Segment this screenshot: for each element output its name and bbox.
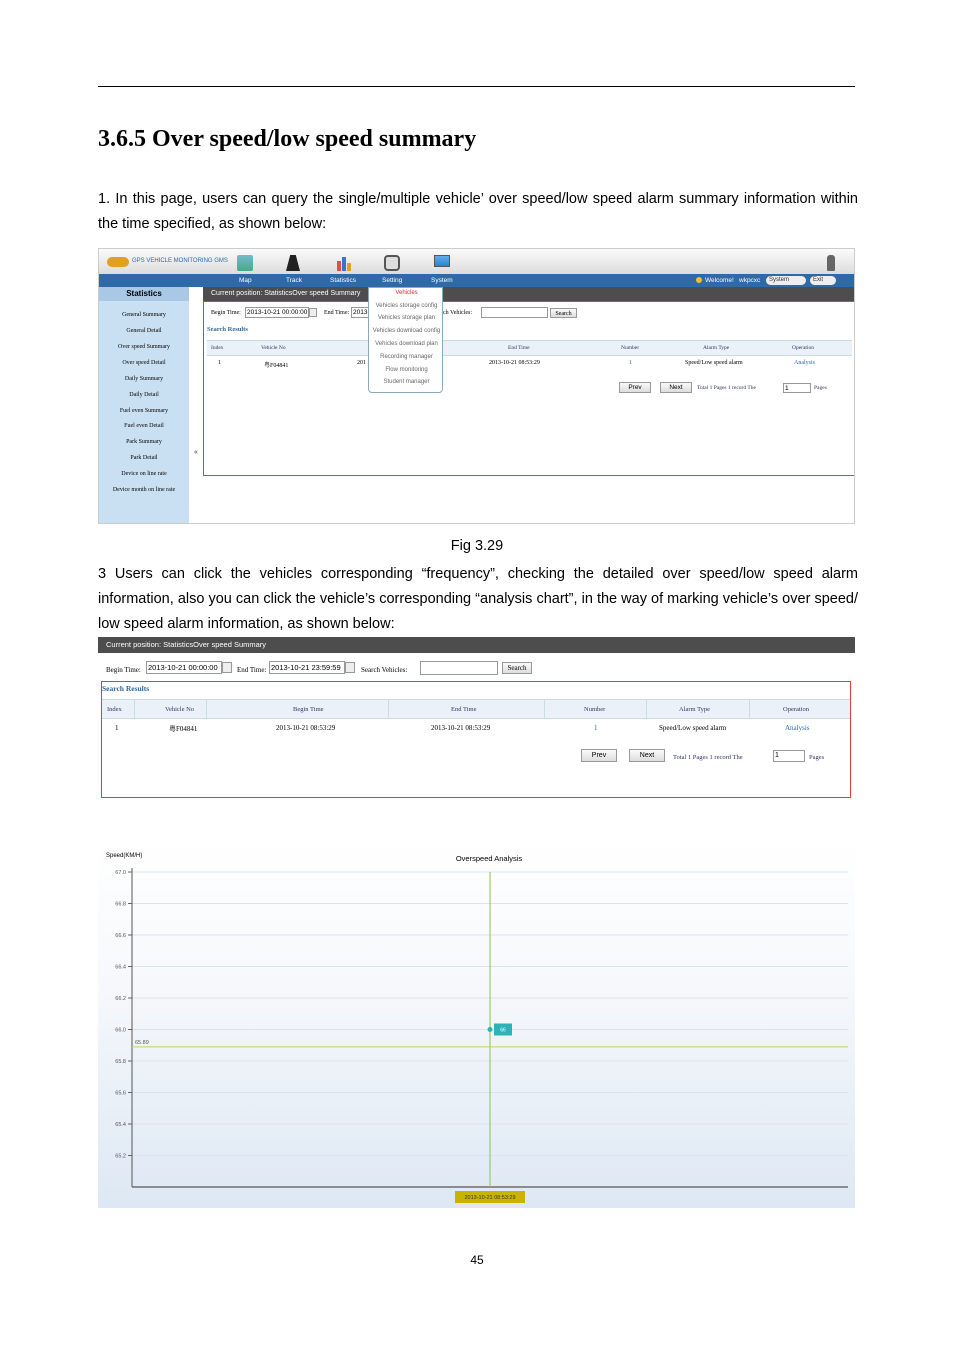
- cell-analysis-link[interactable]: Analysis: [794, 360, 815, 366]
- menu-item-vehicles[interactable]: Vehicles: [395, 290, 418, 296]
- breadcrumb: Current position: StatisticsOver speed Summary: [98, 637, 855, 653]
- search-vehicles-input[interactable]: [420, 661, 498, 675]
- results-panel: [203, 301, 855, 476]
- user-icon: [696, 277, 702, 283]
- pages-label: Pages: [809, 754, 825, 761]
- figure-caption: Fig 3.29: [450, 538, 504, 554]
- begin-time-label: Begin Time:: [211, 310, 241, 316]
- cell-number-link[interactable]: 1: [629, 360, 632, 366]
- y-tick-label: 66.4: [115, 964, 126, 971]
- begin-time-input[interactable]: 2013-10-21 00:00:00: [247, 309, 308, 316]
- data-label: 66: [500, 1027, 506, 1034]
- sidebar-item-over-speed-detail[interactable]: Over speed Detail: [122, 360, 166, 366]
- data-point: [488, 1027, 493, 1032]
- paragraph-3: 3 Users can click the vehicles corresponding “frequency”, checking the detailed over speed/low speed alarm information, also you can click the vehicle’s corresponding “analysis chart”, in the way of marking vehicle’s over speed/ low speed alarm information, as shown below:: [98, 566, 858, 632]
- breadcrumb: Current position: StatisticsOver speed Summary: [203, 287, 855, 301]
- col-number: Number: [584, 706, 606, 713]
- col-alarm-type: Alarm Type: [703, 345, 730, 351]
- search-vehicles-input[interactable]: [481, 307, 548, 318]
- col-vehicle-no: Vehicle No: [261, 345, 286, 351]
- chart-title: Overspeed Analysis: [455, 854, 523, 863]
- section-title: 3.6.5 Over speed/low speed summary: [98, 126, 477, 152]
- cell-alarm-type: Speed/Low speed alarm: [659, 724, 727, 732]
- nav-system[interactable]: System: [431, 277, 453, 284]
- pager-text: Total 1 Pages 1 record The: [697, 385, 756, 391]
- paragraph-1: 1. In this page, users can query the single/multiple vehicle’ over speed/low speed alarm summary information within the time specified, as shown below:: [98, 191, 858, 232]
- menu-item-download-config[interactable]: Vehicles download config: [372, 328, 441, 334]
- cell-index: 1: [218, 360, 221, 366]
- search-button[interactable]: Search: [502, 662, 532, 674]
- car-logo-icon: [107, 257, 129, 267]
- col-alarm-type: Alarm Type: [679, 706, 711, 713]
- cell-analysis-link[interactable]: Analysis: [785, 724, 810, 732]
- nav-track[interactable]: Track: [286, 277, 303, 284]
- menu-item-download-plan[interactable]: Vehicles download plan: [375, 341, 438, 347]
- map-icon[interactable]: [237, 255, 253, 271]
- sidebar-item-month-online-rate[interactable]: Device month on line rate: [112, 487, 176, 493]
- nav-setting[interactable]: Setting: [382, 277, 403, 284]
- main-nav: [99, 274, 855, 287]
- setting-icon[interactable]: [384, 255, 400, 271]
- pages-label: Pages: [814, 385, 827, 391]
- col-operation: Operation: [792, 345, 814, 351]
- sidebar-item-park-detail[interactable]: Park Detail: [130, 455, 158, 461]
- screenshot-statistics-page: [98, 248, 855, 524]
- search-button[interactable]: Search: [550, 308, 577, 318]
- reference-line-label: 65.89: [135, 1039, 149, 1046]
- menu-item-flow-monitoring[interactable]: Flow monitoring: [385, 367, 428, 373]
- y-tick-label: 65.6: [115, 1090, 126, 1097]
- device-icon: [827, 255, 835, 271]
- brand-name: GPS VEHICLE MONITORING GMS: [132, 258, 228, 264]
- statistics-icon[interactable]: [336, 255, 352, 271]
- cell-end-time: 2013-10-21 08:53:29: [489, 360, 540, 366]
- col-end-time: End Time: [508, 345, 530, 351]
- col-number: Number: [621, 345, 640, 351]
- page-input[interactable]: 1: [783, 383, 811, 393]
- sidebar-item-park-summary[interactable]: Park Summary: [126, 439, 162, 445]
- calendar-icon[interactable]: [309, 308, 317, 317]
- col-index: Index: [107, 706, 122, 713]
- prev-button[interactable]: Prev: [619, 382, 651, 393]
- cell-vehicle-no: 粤F04841: [264, 363, 289, 369]
- search-vehicles-label: ch Vehicles:: [443, 310, 473, 316]
- exit-button[interactable]: [810, 276, 836, 285]
- cell-vehicle-no: 粤F04841: [169, 725, 198, 733]
- end-time-label: End Time:: [324, 310, 350, 316]
- sidebar-item-general-detail[interactable]: General Detail: [126, 328, 162, 334]
- collapse-sidebar-icon[interactable]: «: [194, 449, 198, 456]
- system-button[interactable]: [766, 276, 806, 285]
- overspeed-analysis-chart: [98, 842, 855, 1208]
- begin-time-label: Begin Time:: [106, 666, 141, 674]
- search-vehicles-label: Search Vehicles:: [361, 666, 408, 674]
- welcome-text: Welcome!: [705, 277, 734, 284]
- username: wkpcxc: [739, 277, 761, 284]
- screenshot-over-speed-summary: [98, 637, 855, 800]
- menu-item-student-manager[interactable]: Student manager: [383, 379, 430, 385]
- end-time-input[interactable]: 2013-10-21 23:59:59: [269, 661, 345, 674]
- x-marker-label: 2013-10-21 08:53:29: [464, 1195, 516, 1201]
- track-icon[interactable]: [286, 255, 300, 271]
- y-tick-label: 65.8: [115, 1059, 126, 1065]
- nav-statistics[interactable]: Statistics: [330, 277, 357, 284]
- end-time-label: End Time:: [237, 666, 267, 674]
- cell-begin-time: 201: [357, 360, 366, 366]
- cell-number-link[interactable]: 1: [594, 724, 598, 732]
- app-header: [99, 249, 855, 274]
- sidebar-title: Statistics: [99, 287, 189, 301]
- sidebar-item-general-summary[interactable]: General Summary: [122, 312, 166, 318]
- next-button[interactable]: Next: [660, 382, 692, 393]
- cell-index: 1: [115, 724, 119, 732]
- search-results-label: Search Results: [207, 326, 248, 333]
- y-tick-label: 66.8: [115, 901, 126, 908]
- sidebar-item-over-speed-summary[interactable]: Over speed Summary: [118, 344, 170, 350]
- end-time-input[interactable]: 2013: [353, 309, 368, 316]
- col-begin-time: Begin Time: [293, 706, 324, 713]
- setting-dropdown-menu: [368, 287, 443, 393]
- col-vehicle-no: Vehicle No: [165, 706, 195, 713]
- sidebar-item-daily-summary[interactable]: Daily Summary: [124, 376, 164, 382]
- nav-map[interactable]: Map: [239, 277, 252, 284]
- y-tick-label: 66.0: [115, 1027, 126, 1034]
- page-number: 45: [470, 1253, 484, 1267]
- y-tick-label: 66.6: [115, 933, 126, 939]
- cell-end-time: 2013-10-21 08:53:29: [431, 724, 491, 732]
- y-tick-label: 65.4: [115, 1122, 126, 1128]
- search-results-label: Search Results: [102, 684, 150, 693]
- cell-alarm-type: Speed/Low speed alarm: [685, 360, 743, 366]
- col-operation: Operation: [783, 706, 809, 713]
- begin-time-input[interactable]: 2013-10-21 00:00:00: [146, 661, 222, 674]
- menu-item-storage-plan[interactable]: Vehicles storage plan: [377, 315, 436, 321]
- y-tick-label: 66.2: [115, 996, 126, 1002]
- pager-text: Total 1 Pages 1 record The: [673, 754, 743, 761]
- y-tick-label: 65.2: [115, 1153, 126, 1160]
- menu-item-recording-manager[interactable]: Recording manager: [380, 354, 433, 360]
- sidebar-item-fuel-summary[interactable]: Fuel even Summary: [119, 408, 169, 414]
- prev-button[interactable]: Prev: [581, 749, 617, 762]
- y-tick-label: 67.0: [115, 870, 126, 876]
- exit-button-label: Exit: [813, 277, 824, 283]
- col-index: Index: [211, 345, 224, 351]
- end-calendar-icon[interactable]: [345, 662, 355, 673]
- sidebar-item-fuel-detail[interactable]: Fuel even Detail: [124, 423, 164, 429]
- system-monitor-icon[interactable]: [434, 255, 450, 267]
- system-button-label: System: [769, 277, 790, 283]
- next-button[interactable]: Next: [629, 749, 665, 762]
- menu-item-storage-config[interactable]: Vehicles storage config: [375, 303, 438, 309]
- cell-begin-time: 2013-10-21 08:53:29: [276, 724, 336, 732]
- page-input[interactable]: 1: [773, 750, 805, 762]
- sidebar-item-daily-detail[interactable]: Daily Detail: [129, 392, 159, 398]
- chart-svg: [98, 842, 855, 1208]
- sidebar-item-online-rate[interactable]: Device on line rate: [121, 471, 167, 477]
- begin-calendar-icon[interactable]: [222, 662, 232, 673]
- header-rule: [98, 86, 855, 87]
- col-end-time: End Time: [451, 706, 477, 713]
- y-axis-label: Speed(KM/H): [106, 853, 143, 859]
